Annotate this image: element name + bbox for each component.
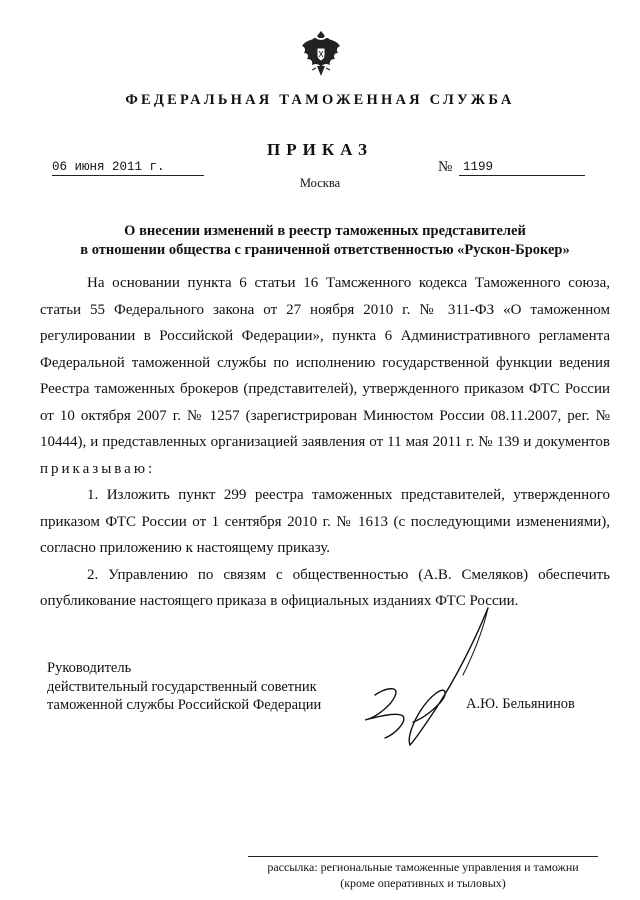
title-line-1: О внесении изменений в реестр таможенных представителей [124, 223, 526, 239]
order-number-value: 1199 [463, 160, 494, 174]
distribution-line-1: рассылка: региональные таможенные управления и таможни [267, 860, 579, 874]
city: Москва [299, 176, 341, 190]
signer-title-line-3: таможенной службы Российской Федерации [47, 697, 322, 713]
item-1: 1. Изложить пункт 299 реестра таможенных представителей, утвержденного приказом ФТС России от 1 сентября 2010 г. № 1613 (с последующими изменениями), согласно приложению к настоящему приказу. [40, 487, 610, 556]
order-word: приказываю: [40, 460, 156, 477]
title-line-2: в отношении общества с граниченной ответственностью «Рускон-Брокер» [80, 242, 570, 258]
signer-title-line-1: Руководитель [47, 660, 132, 676]
document-title [40, 222, 610, 260]
signer-title-line-2: действительный государственный советник [47, 678, 317, 695]
document-type: ПРИКАЗ [267, 140, 373, 159]
distribution-line-2: (кроме оперативных и тыловых) [340, 876, 506, 890]
emblem-icon [300, 30, 342, 80]
order-date: 06 июня 2011 г. [52, 160, 204, 176]
distribution-list [248, 856, 598, 891]
paragraph-basis-text: На основании пункта 6 статьи 16 Тамсженного кодекса Таможенного союза, статьи 55 Федерального закона от 27 ноября 2010 г. № 311-ФЗ «О таможенном регулировании в Российской Федерации», пункта 6 Административного регламента Федеральной таможенной службы по исполнению государственной функции ведения Реестра таможенных брокеров (представителей), утвержденного приказом ФТС России от 10 октября 2007 г. № 1257 (зарегистрирован Минюстом России 08.11.2007, рег. № 10444), и представленных организацией заявления от 11 мая 2011 г. № 139 и документов [40, 275, 610, 450]
number-label: № [438, 159, 453, 175]
signer-name: А.Ю. Бельянинов [466, 696, 575, 712]
item-2: 2. Управлению по связям с общественностью (А.В. Смеляков) обеспечить опубликование настоящего приказа в официальных изданиях ФТС России. [40, 566, 610, 609]
handwritten-signature [355, 600, 500, 750]
order-number [459, 160, 585, 176]
paragraph-basis [40, 270, 610, 482]
signer-title [47, 659, 321, 715]
document-body [40, 270, 610, 615]
agency-name: ФЕДЕРАЛЬНАЯ ТАМОЖЕННАЯ СЛУЖБА [125, 92, 515, 108]
